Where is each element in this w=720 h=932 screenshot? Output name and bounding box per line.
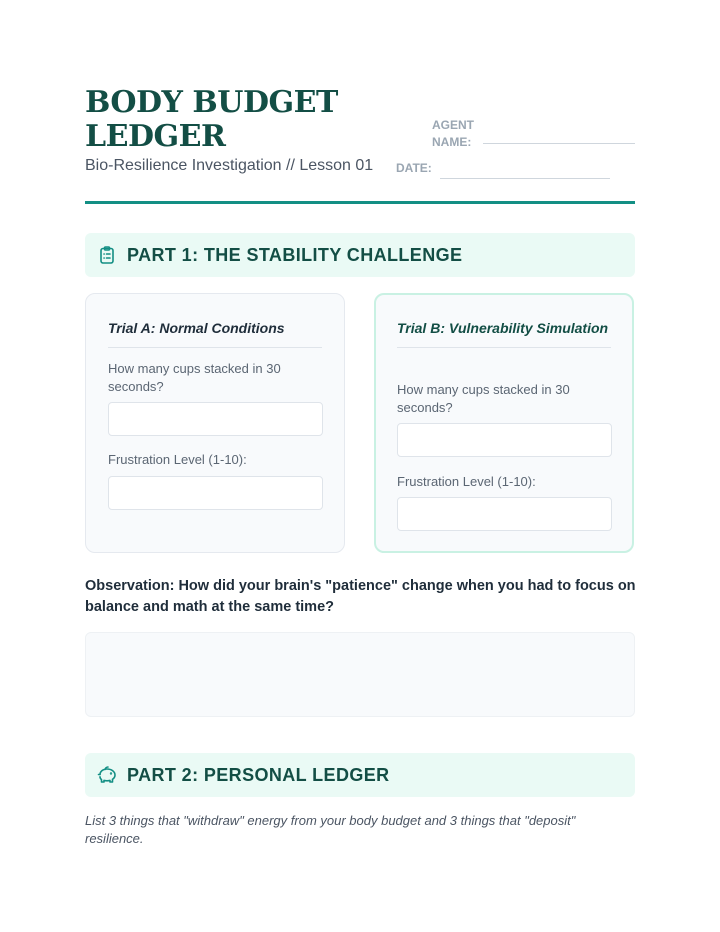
trial-a-frustration-label: Frustration Level (1-10): <box>108 452 247 467</box>
part2-instructions: List 3 things that "withdraw" energy from your body budget and 3 things that "deposit" resilience. <box>85 813 576 846</box>
trial-a-title: Trial A: Normal Conditions <box>108 318 322 348</box>
part2-section-header <box>85 753 635 797</box>
trial-b-frustration-label: Frustration Level (1-10): <box>397 474 536 489</box>
page-subtitle: Bio-Resilience Investigation // Lesson 01 <box>85 157 374 174</box>
trial-b-title: Trial B: Vulnerability Simulation <box>397 318 611 348</box>
part1-title: PART 1: THE STABILITY CHALLENGE <box>127 244 463 265</box>
clipboard-list-icon <box>96 244 118 266</box>
observation-prompt: Observation: How did your brain's "patience" change when you had to focus on balance and math at the same time? <box>85 578 636 615</box>
trial-b-frustration-input[interactable] <box>397 497 612 531</box>
part1-section-header <box>85 233 635 277</box>
trial-a-card <box>85 293 345 553</box>
trial-b-cups-input[interactable] <box>397 423 612 457</box>
trial-b-cups-question: How many cups stacked in 30 seconds? <box>397 382 570 415</box>
trial-a-frustration-input[interactable] <box>108 476 323 510</box>
trial-a-cups-input[interactable] <box>108 402 323 436</box>
header-divider <box>85 201 635 204</box>
part2-title: PART 2: PERSONAL LEDGER <box>127 764 390 785</box>
observation-answer-box[interactable] <box>85 632 635 717</box>
trial-a-cups-question: How many cups stacked in 30 seconds? <box>108 361 281 394</box>
title-line-1: BODY BUDGET <box>85 85 338 120</box>
piggy-bank-icon <box>96 764 118 786</box>
date-label: DATE: <box>396 161 432 175</box>
title-line-2: LEDGER <box>85 119 226 154</box>
date-field[interactable] <box>440 178 610 179</box>
agent-name-label: AGENT NAME: <box>432 118 474 149</box>
trial-b-card <box>374 293 634 553</box>
page-title <box>85 86 338 154</box>
agent-name-field[interactable] <box>483 143 635 144</box>
